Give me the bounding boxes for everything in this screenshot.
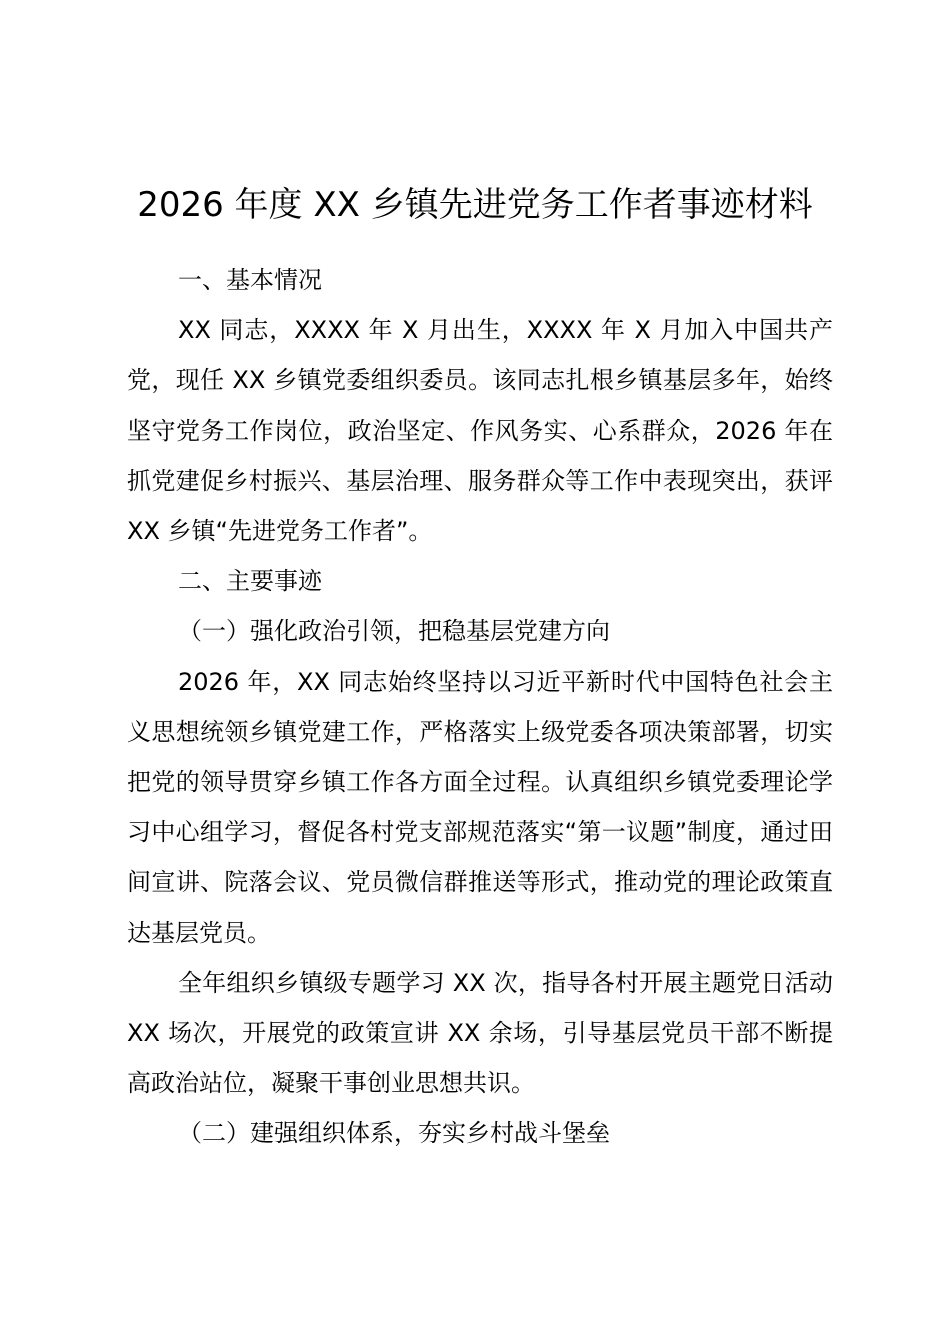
section-heading-main-deeds: 二、主要事迹 <box>178 567 322 596</box>
paragraph-political-leadership-2: 全年组织乡镇级专题学习 XX 次，指导各村开展主题党日活动 XX 场次，开展党的政策宣讲 XX 余场，引导基层党员干部不断提高政治站位，凝聚干事创业思想共识。 <box>127 968 833 1098</box>
document-body <box>127 255 833 1159</box>
paragraph-political-leadership-1: 2026 年，XX 同志始终坚持以习近平新时代中国特色社会主义思想统领乡镇党建工作，严格落实上级党委各项决策部署，切实把党的领导贯穿乡镇工作各方面全过程。认真组织乡镇党委理论学习中心组学习，督促各村党支部规范落实“第一议题”制度，通过田间宣讲、院落会议、党员微信群推送等形式，推动党的理论政策直达基层党员。 <box>127 667 833 947</box>
document-title: 2026 年度 XX 乡镇先进党务工作者事迹材料 <box>137 185 813 225</box>
subsection-heading-organization-system: （二）建强组织体系，夯实乡村战斗堡垒 <box>178 1119 610 1148</box>
section-heading-basic-info: 一、基本情况 <box>178 266 322 294</box>
paragraph-basic-info: XX 同志，XXXX 年 X 月出生，XXXX 年 X 月加入中国共产党，现任 XX 乡镇党委组织委员。该同志扎根乡镇基层多年，始终坚守党务工作岗位，政治坚定、作风务实、心系群众，2026 年在抓党建促乡村振兴、基层治理、服务群众等工作中表现突出，获评 XX 乡镇“先进党务工作者”。 <box>127 316 833 546</box>
subsection-heading-political-leadership: （一）强化政治引领，把稳基层党建方向 <box>178 617 610 646</box>
